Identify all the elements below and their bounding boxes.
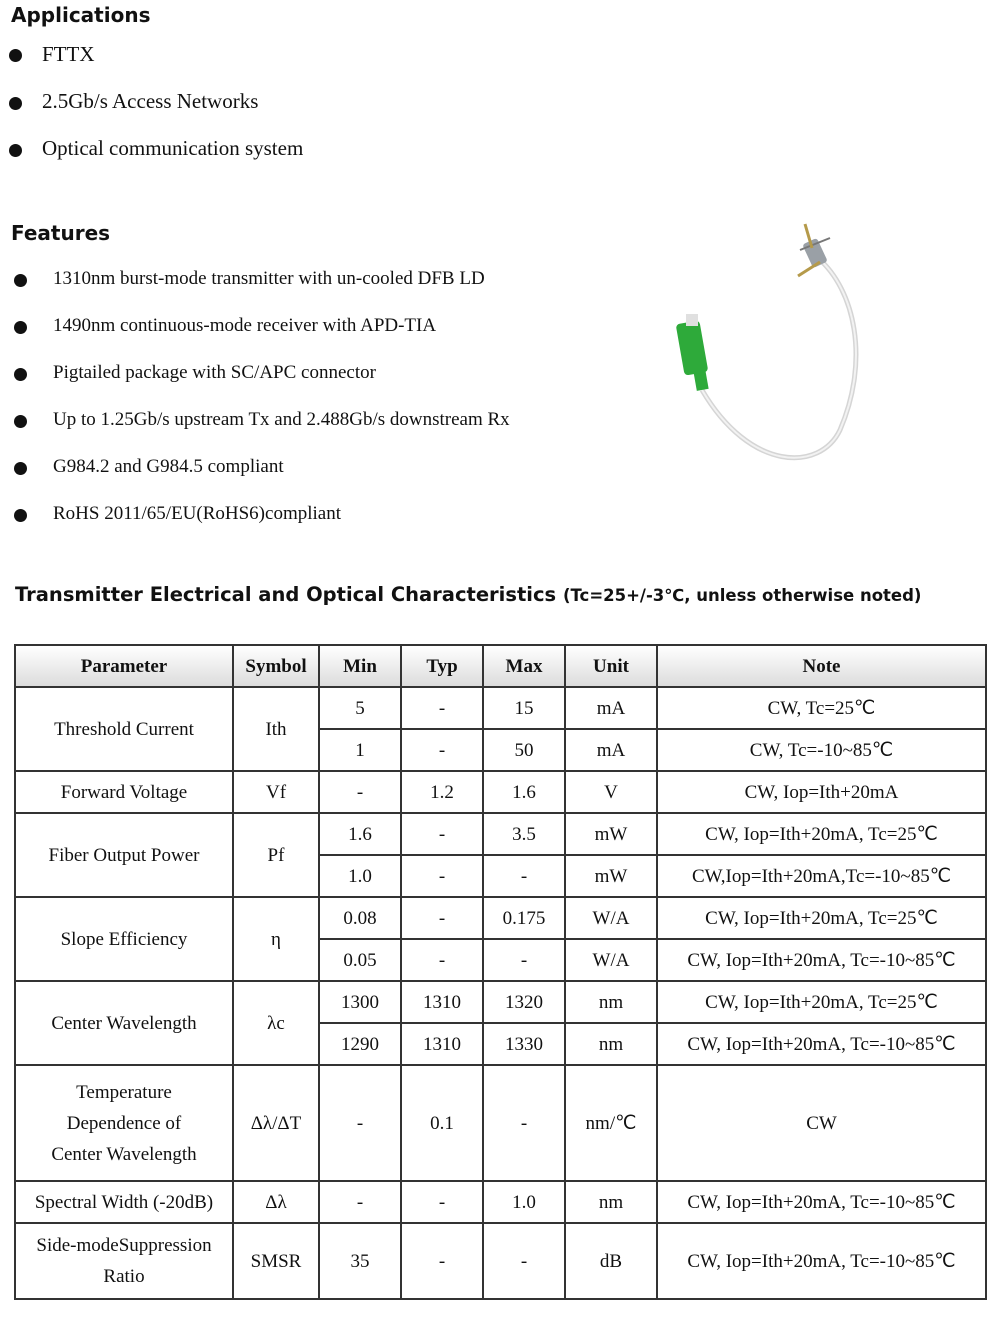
typ-cell: - — [401, 813, 483, 855]
column-header: Max — [483, 645, 565, 687]
parameter-cell: Forward Voltage — [15, 771, 233, 813]
min-cell: - — [319, 771, 401, 813]
symbol-cell: Pf — [233, 813, 319, 897]
min-cell: 1 — [319, 729, 401, 771]
note-cell: CW, Iop=Ith+20mA — [657, 771, 986, 813]
typ-cell: - — [401, 897, 483, 939]
unit-cell: V — [565, 771, 657, 813]
note-cell: CW, Iop=Ith+20mA, Tc=-10~85℃ — [657, 1023, 986, 1065]
bullet-icon — [14, 415, 27, 428]
note-cell: CW, Tc=25℃ — [657, 687, 986, 729]
note-cell: CW, Iop=Ith+20mA, Tc=25℃ — [657, 813, 986, 855]
unit-cell: W/A — [565, 897, 657, 939]
unit-cell: nm — [565, 1181, 657, 1223]
application-text: Optical communication system — [42, 136, 304, 160]
max-cell: 1.6 — [483, 771, 565, 813]
table-row — [15, 1181, 986, 1223]
unit-cell: W/A — [565, 939, 657, 981]
applications-heading: Applications — [11, 3, 151, 27]
application-text: FTTX — [42, 42, 95, 66]
parameter-cell: Spectral Width (-20dB) — [15, 1181, 233, 1223]
table-row — [15, 771, 986, 813]
max-cell: 0.175 — [483, 897, 565, 939]
min-cell: - — [319, 1181, 401, 1223]
max-cell: 3.5 — [483, 813, 565, 855]
max-cell: - — [483, 1223, 565, 1299]
parameter-cell: Slope Efficiency — [15, 897, 233, 981]
table-body — [15, 687, 986, 1299]
typ-cell: 0.1 — [401, 1065, 483, 1181]
note-cell: CW, Iop=Ith+20mA, Tc=-10~85℃ — [657, 1181, 986, 1223]
table-header-row — [15, 645, 986, 687]
column-header: Typ — [401, 645, 483, 687]
typ-cell: - — [401, 687, 483, 729]
bullet-icon — [14, 462, 27, 475]
max-cell: 1320 — [483, 981, 565, 1023]
typ-cell: - — [401, 939, 483, 981]
max-cell: 1.0 — [483, 1181, 565, 1223]
parameter-cell: Threshold Current — [15, 687, 233, 771]
min-cell: 0.05 — [319, 939, 401, 981]
unit-cell: nm — [565, 981, 657, 1023]
min-cell: 1300 — [319, 981, 401, 1023]
unit-cell: dB — [565, 1223, 657, 1299]
max-cell: - — [483, 855, 565, 897]
typ-cell: - — [401, 1223, 483, 1299]
symbol-cell: Δλ — [233, 1181, 319, 1223]
typ-cell: 1310 — [401, 981, 483, 1023]
parameter-cell: Temperature Dependence of Center Wavelength — [15, 1065, 233, 1181]
transmitter-characteristics-table — [14, 644, 987, 1300]
note-cell: CW, Tc=-10~85℃ — [657, 729, 986, 771]
table-condition: (Tc=25+/-3℃, unless otherwise noted) — [562, 586, 922, 605]
min-cell: 1290 — [319, 1023, 401, 1065]
unit-cell: nm/℃ — [565, 1065, 657, 1181]
table-title — [15, 583, 921, 606]
symbol-cell: Vf — [233, 771, 319, 813]
parameter-cell: Center Wavelength — [15, 981, 233, 1065]
symbol-cell: λc — [233, 981, 319, 1065]
bullet-icon — [9, 144, 22, 157]
application-text: 2.5Gb/s Access Networks — [42, 89, 259, 113]
table-row — [15, 981, 986, 1023]
typ-cell: - — [401, 1181, 483, 1223]
feature-text: 1310nm burst-mode transmitter with un-cooled DFB LD — [53, 268, 485, 289]
unit-cell: nm — [565, 1023, 657, 1065]
symbol-cell: Δλ/ΔT — [233, 1065, 319, 1181]
note-cell: CW — [657, 1065, 986, 1181]
parameter-cell: Side-modeSuppression Ratio — [15, 1223, 233, 1299]
min-cell: 5 — [319, 687, 401, 729]
typ-cell: 1.2 — [401, 771, 483, 813]
table-row — [15, 897, 986, 939]
column-header: Min — [319, 645, 401, 687]
table-row — [15, 1223, 986, 1299]
table-row — [15, 687, 986, 729]
note-cell: CW, Iop=Ith+20mA, Tc=25℃ — [657, 981, 986, 1023]
typ-cell: - — [401, 855, 483, 897]
typ-cell: - — [401, 729, 483, 771]
table-row — [15, 813, 986, 855]
column-header: Symbol — [233, 645, 319, 687]
column-header: Parameter — [15, 645, 233, 687]
table-title-text: Transmitter Electrical and Optical Characteristics — [15, 583, 557, 606]
bullet-icon — [14, 274, 27, 287]
feature-text: Up to 1.25Gb/s upstream Tx and 2.488Gb/s downstream Rx — [53, 409, 510, 430]
note-cell: CW,Iop=Ith+20mA,Tc=-10~85℃ — [657, 855, 986, 897]
column-header: Unit — [565, 645, 657, 687]
feature-text: RoHS 2011/65/EU(RoHS6)compliant — [53, 503, 341, 524]
features-heading: Features — [11, 221, 111, 245]
max-cell: - — [483, 939, 565, 981]
max-cell: 50 — [483, 729, 565, 771]
typ-cell: 1310 — [401, 1023, 483, 1065]
bullet-icon — [14, 368, 27, 381]
parameter-cell: Fiber Output Power — [15, 813, 233, 897]
unit-cell: mA — [565, 729, 657, 771]
unit-cell: mW — [565, 813, 657, 855]
max-cell: 1330 — [483, 1023, 565, 1065]
fiber-pigtail-transceiver-icon — [640, 210, 890, 480]
unit-cell: mA — [565, 687, 657, 729]
feature-text: G984.2 and G984.5 compliant — [53, 456, 284, 477]
feature-text: 1490nm continuous-mode receiver with APD-TIA — [53, 315, 437, 336]
bullet-icon — [14, 321, 27, 334]
symbol-cell: SMSR — [233, 1223, 319, 1299]
bullet-icon — [9, 49, 22, 62]
min-cell: 1.0 — [319, 855, 401, 897]
max-cell: 15 — [483, 687, 565, 729]
bullet-icon — [14, 509, 27, 522]
min-cell: - — [319, 1065, 401, 1181]
symbol-cell: η — [233, 897, 319, 981]
table-row — [15, 1065, 986, 1181]
min-cell: 0.08 — [319, 897, 401, 939]
note-cell: CW, Iop=Ith+20mA, Tc=-10~85℃ — [657, 939, 986, 981]
note-cell: CW, Iop=Ith+20mA, Tc=-10~85℃ — [657, 1223, 986, 1299]
unit-cell: mW — [565, 855, 657, 897]
bullet-icon — [9, 97, 22, 110]
feature-text: Pigtailed package with SC/APC connector — [53, 362, 376, 383]
column-header: Note — [657, 645, 986, 687]
min-cell: 35 — [319, 1223, 401, 1299]
note-cell: CW, Iop=Ith+20mA, Tc=25℃ — [657, 897, 986, 939]
max-cell: - — [483, 1065, 565, 1181]
symbol-cell: Ith — [233, 687, 319, 771]
min-cell: 1.6 — [319, 813, 401, 855]
